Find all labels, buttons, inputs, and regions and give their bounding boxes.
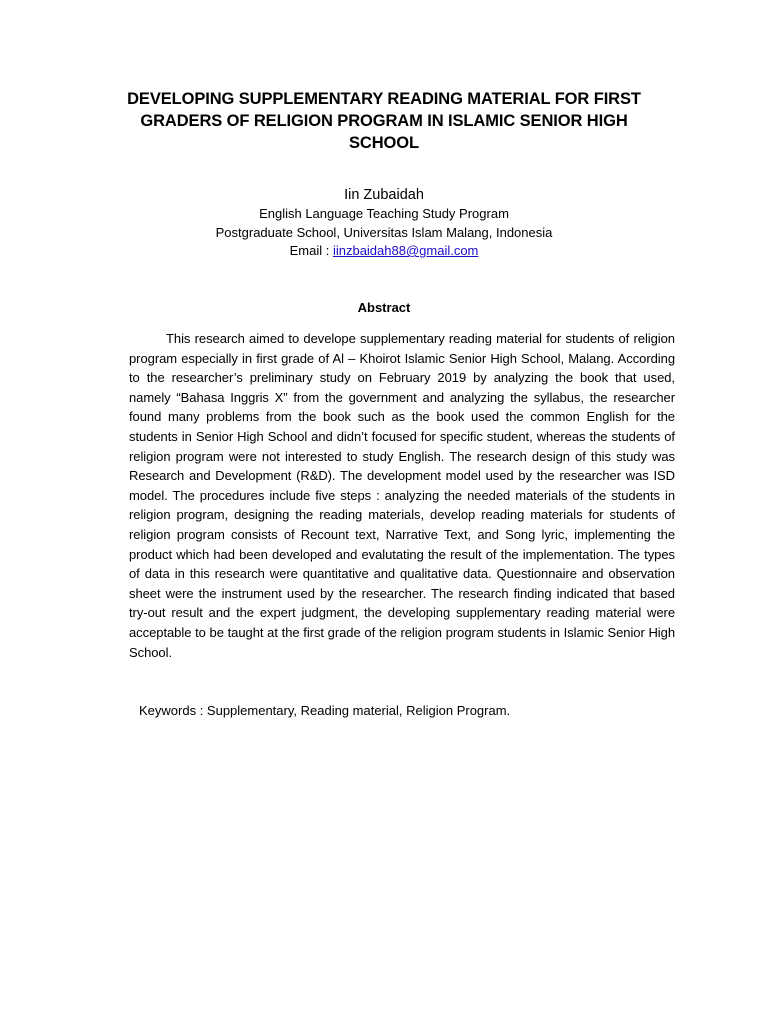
author-name: Iin Zubaidah [344,187,424,203]
paper-title: DEVELOPING SUPPLEMENTARY READING MATERIAL FOR FIRST GRADERS OF RELIGION PROGRAM IN ISLAMIC SENIOR HIGH SCHOOL [127,90,641,152]
abstract-body: This research aimed to develope supplementary reading material for students of religion program especially in first grade of Al – Khoirot Islamic Senior High School, Malang. According to the researcher’s preliminary study on February 2019 by analyzing the book that used, namely “Bahasa Inggris X” from the government and analyzing the syllabus, the researcher found many problems from the book such as the book used the common English for the students in Senior High School and didn’t focused for specific student, whereas the students of religion program were not interested to study English. The research design of this study was Research and Development (R&D). The development model used by the researcher was ISD model. The procedures include five steps : analyzing the needed materials of the students in religion program, designing the reading materials, develop reading materials for students of religion program consists of Recount text, Narrative Text, and Song lyric, implementing the product which had been developed and evalutating the result of the implementation. The types of data in this research were quantitative and qualitative data. Questionnaire and observation sheet were the instrument used by the researcher. The research finding indicated that based try-out result and the expert judgment, the developing supplementary reading material were acceptable to be taught at the first grade of the religion program students in Islamic Senior High School. [129,331,675,660]
email-link[interactable]: iinzbaidah88@gmail.com [332,243,479,258]
affiliation-school: Postgraduate School, Universitas Islam Malang, Indonesia [215,224,553,240]
email-line [104,242,664,261]
affiliation-program: English Language Teaching Study Program [259,206,509,221]
abstract-heading: Abstract [357,300,411,315]
email-label: Email : [289,243,333,258]
author-block [104,185,664,261]
keywords: Keywords : Supplementary, Reading material, Religion Program. [139,703,511,718]
